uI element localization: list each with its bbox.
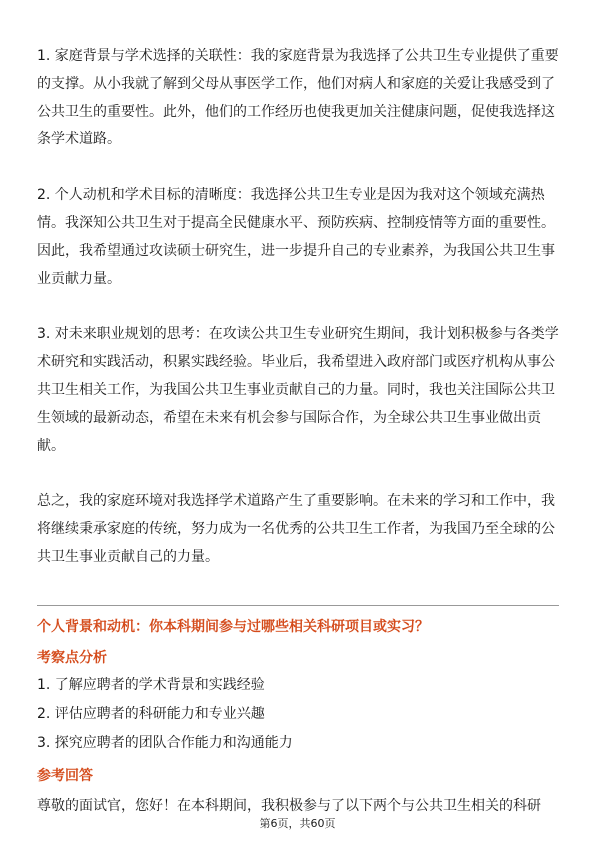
interview-question: 个人背景和动机：你本科期间参与过哪些相关科研项目或实习？	[37, 619, 429, 635]
analysis-point: 2. 评估应聘者的科研能力和专业兴趣	[37, 706, 265, 722]
paragraph-career-planning: 3. 对未来职业规划的思考：在攻读公共卫生专业研究生期间，我计划积极参与各类学术研究和实践活动，积累实践经验。毕业后，我希望进入政府部门或医疗机构从事公共卫生相关工作，为我国公共卫生事业贡献自己的力量。同时，我也关注国际公共卫生领域的最新动态，希望在未来有机会参与国际合作，为全球公共卫生事业做出贡献。	[37, 326, 559, 454]
main-content	[37, 43, 559, 572]
paragraph-family-background: 1. 家庭背景与学术选择的关联性：我的家庭背景为我选择了公共卫生专业提供了重要的支撑。从小我就了解到父母从事医学工作，他们对病人和家庭的关爱让我感受到了公共卫生的重要性。此外，他们的工作经历也使我更加关注健康问题，促使我选择这条学术道路。	[37, 48, 559, 148]
paragraph-conclusion: 总之，我的家庭环境对我选择学术道路产生了重要影响。在未来的学习和工作中，我将继续秉承家庭的传统，努力成为一名优秀的公共卫生工作者，为我国乃至全球的公共卫生事业贡献自己的力量。	[37, 493, 555, 565]
answer-text: 尊敬的面试官，您好！在本科期间，我积极参与了以下两个与公共卫生相关的科研	[37, 798, 541, 814]
paragraph-personal-motivation: 2. 个人动机和学术目标的清晰度：我选择公共卫生专业是因为我对这个领域充满热情。我深知公共卫生对于提高全民健康水平、预防疾病、控制疫情等方面的重要性。因此，我希望通过攻读硕士研究生，进一步提升自己的专业素养，为我国公共卫生事业贡献力量。	[37, 187, 555, 287]
section-divider	[37, 605, 559, 606]
answer-heading: 参考回答	[37, 768, 93, 784]
page-number-footer: 第6页，共60页	[259, 817, 336, 830]
analysis-point: 1. 了解应聘者的学术背景和实践经验	[37, 677, 265, 693]
analysis-heading: 考察点分析	[37, 650, 107, 666]
analysis-point: 3. 探究应聘者的团队合作能力和沟通能力	[37, 735, 293, 751]
